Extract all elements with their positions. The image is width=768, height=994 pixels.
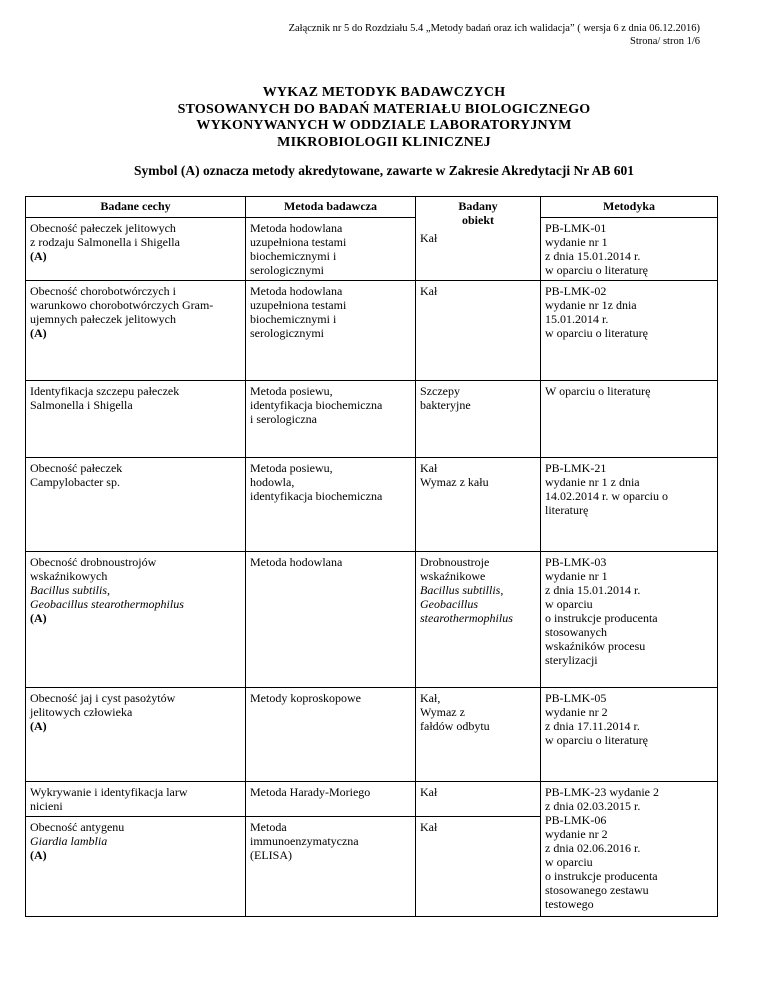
header-metodyka: Metodyka [541, 197, 718, 218]
cell-metoda: Metoda hodowlana uzupełniona testami biochemicznymi i serologicznymi [246, 281, 416, 381]
table-header-row [26, 197, 718, 218]
cell-metodyka: PB-LMK-03 wydanie nr 1 z dnia 15.01.2014 r. w oparciu o instrukcje producenta stosowanych wskaźników procesu sterylizacji [541, 552, 718, 688]
cell-obiekt: Drobnoustroje wskaźnikowe Bacillus subtillis, Geobacillus stearothermophilus [416, 552, 541, 688]
cell-cecha: Obecność jaj i cyst pasożytów jelitowych człowieka (A) [26, 688, 246, 782]
table-row [26, 381, 718, 458]
cell-cecha: Obecność chorobotwórczych i warunkowo chorobotwórczych Gram- ujemnych pałeczek jelitowych (A) [26, 281, 246, 381]
cell-obiekt: Kał [416, 782, 541, 817]
table-row [26, 552, 718, 688]
cell-metoda: Metoda hodowlana uzupełniona testami biochemicznymi i serologicznymi [246, 218, 416, 281]
cell-obiekt: Szczepy bakteryjne [416, 381, 541, 458]
cell-cecha: Obecność pałeczek jelitowych z rodzaju Salmonella i Shigella (A) [26, 218, 246, 281]
cell-metoda: Metoda hodowlana [246, 552, 416, 688]
cell-metoda: Metoda posiewu, hodowla, identyfikacja biochemiczna [246, 458, 416, 552]
title-line-3: WYKONYWANYCH W ODDZIALE LABORATORYJNYM [196, 118, 572, 133]
header-badane-cechy: Badane cechy [26, 197, 246, 218]
cell-metoda: Metoda Harady-Moriego [246, 782, 416, 817]
title-line-4: MIKROBIOLOGII KLINICZNEJ [277, 134, 491, 150]
cell-metodyka: W oparciu o literaturę [541, 381, 718, 458]
table-row [26, 458, 718, 552]
document-header-note [289, 22, 700, 48]
cell-metoda: Metoda immunoenzymatyczna (ELISA) [246, 817, 416, 917]
cell-obiekt: Kał [416, 281, 541, 381]
cell-obiekt: Kał, Wymaz z fałdów odbytu [416, 688, 541, 782]
cell-metodyka: PB-LMK-01 wydanie nr 1 z dnia 15.01.2014 r. w oparciu o literaturę [541, 218, 718, 281]
cell-metodyka: PB-LMK-21 wydanie nr 1 z dnia 14.02.2014 r. w oparciu o literaturę [541, 458, 718, 552]
title-line-2: STOSOWANYCH DO BADAŃ MATERIAŁU BIOLOGICZNEGO [177, 101, 591, 117]
header-page-count: Strona/ stron 1/6 [630, 36, 700, 47]
cell-cecha: Obecność pałeczek Campylobacter sp. [26, 458, 246, 552]
cell-metodyka: PB-LMK-05 wydanie nr 2 z dnia 17.11.2014 r. w oparciu o literaturę [541, 688, 718, 782]
header-metoda-badawcza: Metoda badawcza [246, 197, 416, 218]
table-row [26, 688, 718, 782]
table-row [26, 782, 718, 817]
cell-metoda: Metody koproskopowe [246, 688, 416, 782]
cell-metodyka: PB-LMK-23 wydanie 2 z dnia 02.03.2015 r. PB-LMK-06 wydanie nr 2 z dnia 02.06.2016 r. w oparciu o instrukcje producenta stosowanego zestawu testowego [541, 782, 718, 917]
cell-metodyka: PB-LMK-02 wydanie nr 1z dnia 15.01.2014 r. w oparciu o literaturę [541, 281, 718, 381]
cell-obiekt: Kał [416, 817, 541, 917]
cell-cecha: Obecność antygenu Giardia lamblia (A) [26, 817, 246, 917]
methods-table [25, 196, 718, 917]
cell-obiekt: Kał Wymaz z kału [416, 458, 541, 552]
accreditation-note: Symbol (A) oznacza metody akredytowane, zawarte w Zakresie Akredytacji Nr AB 601 [134, 163, 634, 178]
table-row [26, 281, 718, 381]
header-attachment-line: Załącznik nr 5 do Rozdziału 5.4 „Metody badań oraz ich walidacja” ( wersja 6 z dnia 06.12.2016) [288, 23, 700, 34]
cell-cecha: Identyfikacja szczepu pałeczek Salmonella i Shigella [26, 381, 246, 458]
table-row [26, 218, 718, 281]
header-badany-obiekt: Badany obiekt Kał [416, 197, 541, 281]
cell-cecha: Obecność drobnoustrojów wskaźnikowych Bacillus subtilis, Geobacillus stearothermophilus (A) [26, 552, 246, 688]
cell-metoda: Metoda posiewu, identyfikacja biochemiczna i serologiczna [246, 381, 416, 458]
title-line-1: WYKAZ METODYK BADAWCZYCH [262, 85, 506, 100]
cell-cecha: Wykrywanie i identyfikacja larw nicieni [26, 782, 246, 817]
document-title [0, 85, 768, 151]
cell-obiekt-first: Kał [420, 231, 438, 245]
